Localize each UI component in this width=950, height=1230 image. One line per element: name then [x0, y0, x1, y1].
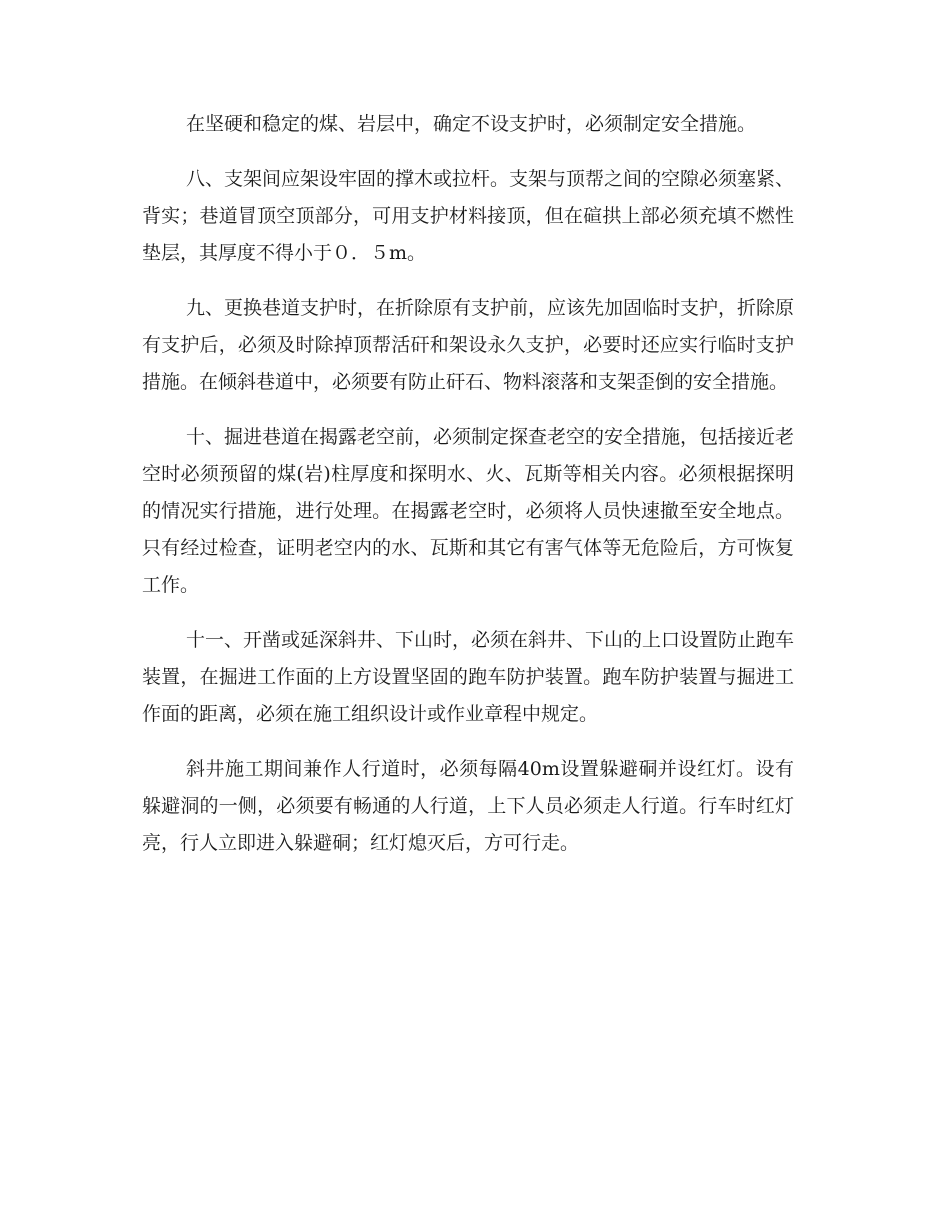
- paragraph-item-8: 八、支架间应架设牢固的撑木或拉杆。支架与顶帮之间的空隙必须塞紧、背实；巷道冒顶空顶部分，可用支护材料接顶，但在碹拱上部必须充填不燃性垫层，其厚度不得小于０．５m。: [142, 168, 795, 264]
- document-body: [142, 106, 794, 880]
- paragraph-item-11: 十一、开凿或延深斜井、下山时，必须在斜井、下山的上口设置防止跑车装置，在掘进工作面的上方设置坚固的跑车防护装置。跑车防护装置与掘进工作面的距离，必须在施工组织设计或作业章程中规定。: [142, 629, 795, 725]
- paragraph-item-9: 九、更换巷道支护时，在折除原有支护前，应该先加固临时支护，折除原有支护后，必须及时除掉顶帮活矸和架设永久支护，必要时还应实行临时支护措施。在倾斜巷道中，必须要有防止矸石、物料滚落和支架歪倒的安全措施。: [142, 297, 795, 393]
- paragraph-item-10: 十、掘进巷道在揭露老空前，必须制定探查老空的安全措施，包括接近老空时必须预留的煤(岩)柱厚度和探明水、火、瓦斯等相关内容。必须根据探明的情况实行措施，进行处理。在揭露老空时，必须将人员快速撤至安全地点。只有经过检查，证明老空内的水、瓦斯和其它有害气体等无危险后，方可恢复工作。: [142, 426, 795, 596]
- paragraph-support-exemption: 在坚硬和稳定的煤、岩层中，确定不设支护时，必须制定安全措施。: [186, 113, 757, 135]
- paragraph-inclined-shaft-walkway: 斜井施工期间兼作人行道时，必须每隔40m设置躲避硐并设红灯。设有躲避洞的一侧，必须要有畅通的人行道，上下人员必须走人行道。行车时红灯亮，行人立即进入躲避硐；红灯熄灭后，方可行走。: [142, 758, 794, 854]
